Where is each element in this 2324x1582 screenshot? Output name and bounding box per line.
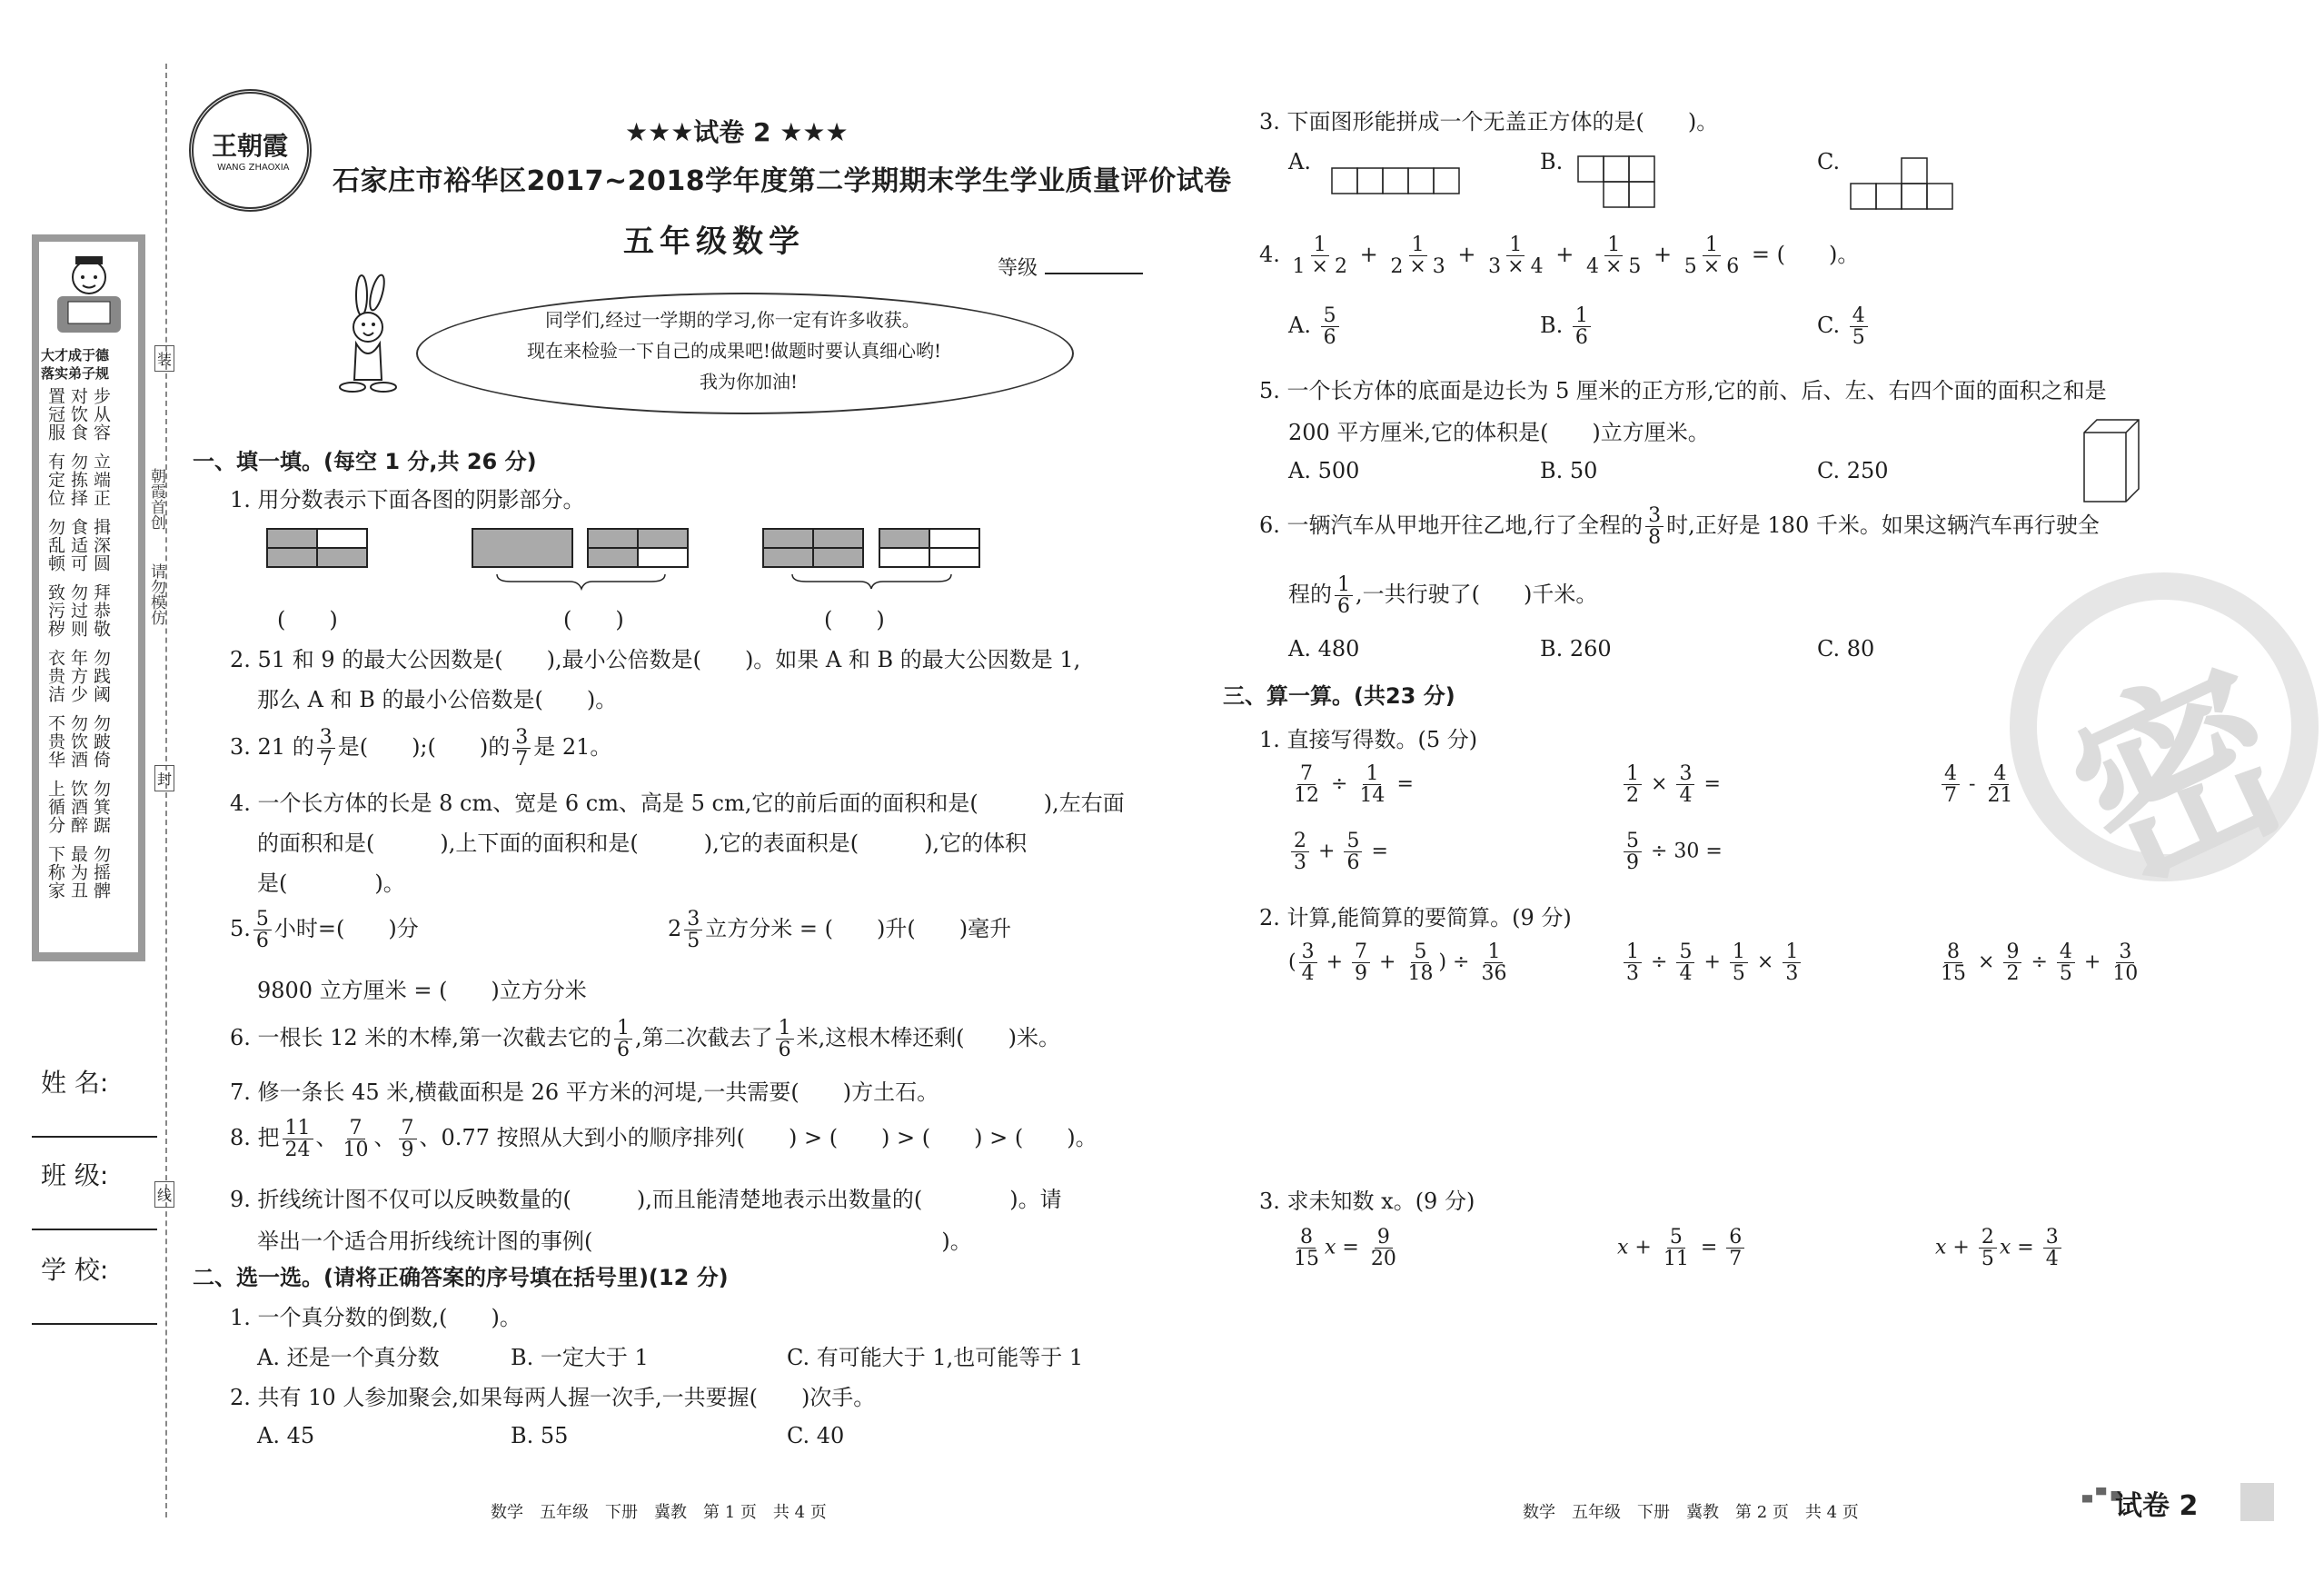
poem-col: 对饮食: [68, 387, 88, 442]
poem-col: 勿践阈: [91, 649, 111, 703]
poem-col: 勿拣择: [68, 453, 88, 507]
greeting-line-2: 现在来检验一下自己的成果吧!做题时要认真细心哟!: [527, 340, 942, 362]
footer-right: 数学 五年级 下册 冀教 第 2 页 共 4 页: [1523, 1503, 1859, 1522]
part3-heading: 三、算一算。(共23 分): [1223, 683, 1455, 709]
calc-4: $\frac{2}{3}$ + $\frac{5}{6}$ =: [1288, 831, 1388, 873]
grade-field[interactable]: [1045, 273, 1143, 274]
equation-1: $\frac{8}{15}$ x = $\frac{9}{20}$: [1294, 1226, 1396, 1271]
p1-q5b: 2 $\frac{3}{5}$ 立方分米 = ( )升( )毫升: [668, 908, 1012, 953]
poem-col: 勿摇髀: [91, 845, 111, 900]
p2-q6-opt-c[interactable]: C. 80: [1817, 636, 1875, 662]
seal-char-3: 线: [154, 1181, 174, 1208]
student-figure-icon: [48, 245, 130, 345]
p3-q2: 2. 计算,能简算的要简算。(9 分): [1259, 905, 1572, 930]
p1-q9b: 举出一个适合用折线统计图的事例( )。: [257, 1229, 972, 1254]
p2-q1-opt-a[interactable]: A. 还是一个真分数: [257, 1345, 440, 1370]
motto-1: 大才成于德: [41, 347, 110, 363]
p1-q3: 3. 21 的 $\frac{3}{7}$ 是( );( )的 $\frac{3}{7}$ 是 21。: [230, 726, 612, 771]
equation-3: x + $\frac{2}{5}$ x = $\frac{3}{4}$: [1935, 1227, 2064, 1269]
grade-label: 等级: [998, 257, 1038, 280]
blank-3[interactable]: ( ): [824, 607, 885, 632]
p1-q4c: 是( )。: [257, 871, 405, 896]
side-note-2: 请勿模仿: [147, 563, 165, 625]
p2-q5a: 5. 一个长方体的底面是边长为 5 厘米的正方形,它的前、后、左、右四个面的面积之和是: [1259, 378, 2107, 403]
poem-col: 步从容: [91, 387, 111, 442]
logo-sub: WANG ZHAOXIA: [217, 163, 290, 173]
poem-col: 最为丑: [68, 845, 88, 900]
rabbit-icon: [327, 273, 409, 400]
brand-logo: [189, 89, 312, 212]
left-strip: [32, 234, 145, 961]
p2-q5-opt-a[interactable]: A. 500: [1288, 458, 1360, 483]
p3-q3: 3. 求未知数 x。(9 分): [1259, 1189, 1475, 1214]
name-field[interactable]: [32, 1136, 157, 1138]
name-label: 姓 名:: [41, 1068, 109, 1098]
poem-col: 下称家: [45, 845, 65, 900]
exam-title: 石家庄市裕华区2017~2018学年度第二学期期末学生学业质量评价试卷: [333, 165, 1232, 197]
motto-2: 落实弟子规: [41, 365, 110, 382]
net-c: [1849, 156, 1958, 214]
confidential-seal: [2010, 572, 2320, 925]
poem-col: 勿箕踞: [91, 780, 111, 834]
school-label: 学 校:: [41, 1255, 109, 1285]
p2-q3-opt-c[interactable]: C.: [1817, 149, 1841, 174]
corner-label: 试卷 2: [2115, 1490, 2199, 1522]
p2-q6-opt-b[interactable]: B. 260: [1540, 636, 1612, 662]
poem-col: 勿乱顿: [45, 518, 65, 572]
poem-col: 勿跛倚: [91, 714, 111, 769]
p2-q1-opt-b[interactable]: B. 一定大于 1: [511, 1345, 649, 1370]
p1-q9a: 9. 折线统计图不仅可以反映数量的( ),而且能清楚地表示出数量的( )。请: [230, 1187, 1062, 1212]
school-field[interactable]: [32, 1323, 157, 1325]
p1-q5a: 5. $\frac{5}{6}$ 小时=( )分: [230, 908, 419, 953]
p1-q7: 7. 修一条长 45 米,横截面积是 26 平方米的河堤,一共需要( )方土石。: [230, 1080, 939, 1105]
p2-q5b: 200 平方厘米,它的体积是( )立方厘米。: [1288, 420, 1710, 445]
blank-1[interactable]: ( ): [277, 607, 338, 632]
shaded-figures: [265, 527, 992, 600]
poem-col: 立端正: [91, 453, 111, 507]
simplify-1: ( $\frac{3}{4}$ + $\frac{7}{9}$ + $\frac{5}{18}$ ) ÷ $\frac{1}{36}$: [1288, 940, 1507, 986]
p2-q2-opt-b[interactable]: B. 55: [511, 1423, 569, 1448]
poem-col: 致污秽: [45, 583, 65, 638]
equation-2: x + $\frac{5}{11}$ = $\frac{6}{7}$: [1617, 1227, 1747, 1269]
footer-left: 数学 五年级 下册 冀教 第 1 页 共 4 页: [491, 1503, 827, 1522]
p1-q4a: 4. 一个长方体的长是 8 cm、宽是 6 cm、高是 5 cm,它的前后面的面积和是( ),左右面: [230, 791, 1125, 816]
calc-3: $\frac{4}{7}$ - $\frac{4}{21}$ =: [1939, 763, 2041, 806]
calc-5: $\frac{5}{9}$ ÷ 30 =: [1621, 831, 1723, 873]
p2-q2: 2. 共有 10 人参加聚会,如果每两人握一次手,一共要握( )次手。: [230, 1385, 876, 1410]
class-label: 班 级:: [41, 1160, 109, 1190]
poem-col: 年方少: [68, 649, 88, 703]
p2-q6-opt-a[interactable]: A. 480: [1288, 636, 1360, 662]
class-field[interactable]: [32, 1229, 157, 1230]
p2-q4-opt-c[interactable]: C. $\frac{4}{5}$: [1817, 305, 1871, 348]
greeting-line-1: 同学们,经过一学期的学习,你一定有许多收获。: [545, 309, 920, 331]
p2-q2-opt-c[interactable]: C. 40: [787, 1423, 845, 1448]
poem-col: 有定位: [45, 453, 65, 507]
poem: [46, 387, 133, 910]
p2-q6a: 6. 一辆汽车从甲地开往乙地,行了全程的 $\frac{3}{8}$ 时,正好是 180 千米。如果这辆汽车再行驶全: [1259, 504, 2100, 550]
corner-blocks-icon: ▄ ▀ ■: [2082, 1488, 2122, 1503]
greeting-line-3: 我为你加油!: [700, 371, 799, 393]
blank-2[interactable]: ( ): [563, 607, 624, 632]
simplify-3: $\frac{8}{15}$ × $\frac{9}{2}$ ÷ $\frac{4}{5}$ + $\frac{3}{10}$: [1941, 940, 2139, 986]
p2-q4-opt-b[interactable]: B. $\frac{1}{6}$: [1540, 305, 1594, 348]
poem-col: 不贵华: [45, 714, 65, 769]
poem-col: 食适可: [68, 518, 88, 572]
logo-text: 王朝霞: [212, 131, 289, 161]
p1-q1: 1. 用分数表示下面各图的阴影部分。: [230, 487, 585, 512]
p1-q6: 6. 一根长 12 米的木棒,第一次截去它的 $\frac{1}{6}$ ,第二次截去了 $\frac{1}{6}$ 米,这根木棒还剩( )米。: [230, 1017, 1060, 1062]
poem-col: 置冠服: [45, 387, 65, 442]
part2-heading: 二、选一选。(请将正确答案的序号填在括号里)(12 分): [193, 1265, 729, 1290]
poem-col: 拜恭敬: [91, 583, 111, 638]
p2-q5-opt-b[interactable]: B. 50: [1540, 458, 1598, 483]
p1-q5c: 9800 立方厘米 = ( )立方分米: [257, 978, 587, 1003]
poem-col: 衣贵洁: [45, 649, 65, 703]
cuboid-figure: [2081, 416, 2144, 503]
seal-char-1: 装: [154, 345, 174, 372]
exam-badge: ★★★试卷 2 ★★★: [625, 117, 849, 147]
corner-tab: [2240, 1483, 2274, 1521]
p2-q3: 3. 下面图形能拼成一个无盖正方体的是( )。: [1259, 109, 1719, 134]
seal-char: 密: [2041, 629, 2320, 925]
calc-1: $\frac{7}{12}$ ÷ $\frac{1}{14}$ =: [1294, 762, 1414, 808]
p2-q2-opt-a[interactable]: A. 45: [257, 1423, 315, 1448]
part1-heading: 一、填一填。(每空 1 分,共 26 分): [193, 449, 537, 474]
subject-title: 五年级数学: [623, 224, 805, 260]
seal-char-2: 封: [154, 765, 174, 791]
p1-q2a: 2. 51 和 9 的最大公因数是( ),最小公倍数是( )。如果 A 和 B 的最大公因数是 1,: [230, 647, 1081, 672]
poem-col: 揖深圆: [91, 518, 111, 572]
net-b: [1576, 154, 1660, 213]
p2-q1-opt-c[interactable]: C. 有可能大于 1,也可能等于 1: [787, 1345, 1084, 1370]
poem-col: 上循分: [45, 780, 65, 834]
p2-q3-opt-b[interactable]: B.: [1540, 149, 1564, 174]
poem-col: 勿过则: [68, 583, 88, 638]
poem-col: 勿饮酒: [68, 714, 88, 769]
p1-q4b: 的面积和是( ),上下面的面积和是( ),它的表面积是( ),它的体积: [257, 831, 1028, 856]
p2-q1: 1. 一个真分数的倒数,( )。: [230, 1305, 521, 1330]
calc-2: $\frac{1}{2}$ × $\frac{3}{4}$ =: [1621, 763, 1721, 806]
p2-q3-opt-a[interactable]: A.: [1288, 149, 1311, 174]
p2-q4-opt-a[interactable]: A. $\frac{5}{6}$: [1288, 305, 1342, 348]
side-note-1: 朝霞首创: [147, 468, 165, 530]
p2-q4: 4. $\frac{1}{1 \times 2}$ + $\frac{1}{2 \times 3}$ + $\frac{1}{3 \times 4}$ + $\frac{1}{4 \times 5}$ + $\frac{1}{5 \times 6}$ = ( )。: [1259, 234, 1860, 279]
net-a: [1331, 165, 1464, 194]
poem-col: 饮酒醉: [68, 780, 88, 834]
p1-q8: 8. 把 $\frac{11}{24}$ 、 $\frac{7}{10}$ 、 $\frac{7}{9}$ 、0.77 按照从大到小的顺序排列( ) > ( ) > ( ) > ( )。: [230, 1117, 1097, 1162]
p3-q1: 1. 直接写得数。(5 分): [1259, 727, 1478, 752]
p2-q5-opt-c[interactable]: C. 250: [1817, 458, 1889, 483]
p1-q2b: 那么 A 和 B 的最小公倍数是( )。: [257, 687, 618, 712]
simplify-2: $\frac{1}{3}$ ÷ $\frac{5}{4}$ + $\frac{1}{5}$ × $\frac{1}{3}$: [1621, 941, 1803, 984]
p2-q6b: 程的 $\frac{1}{6}$ ,一共行驶了( )千米。: [1288, 573, 1598, 619]
